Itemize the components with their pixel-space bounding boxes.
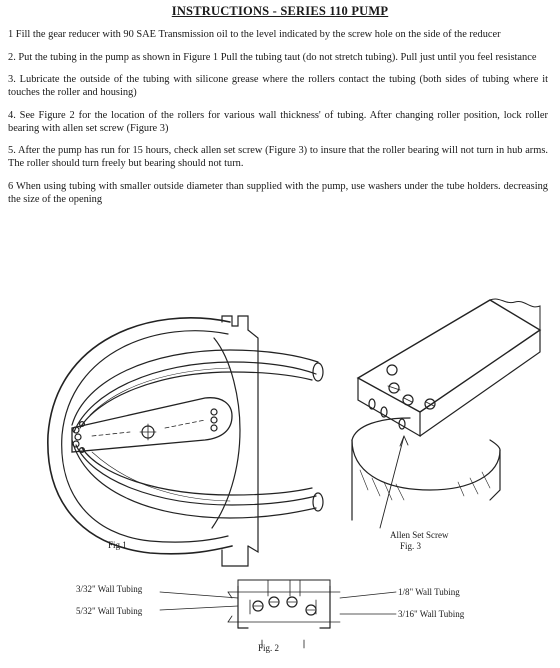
fig2-caption: Fig. 2 — [258, 643, 280, 653]
step-4: 4. See Figure 2 for the location of the rollers for various wall thickness' of tubing. After changing roller position, lock roller bearing with allen set screw (Figure 3) — [8, 109, 548, 134]
step-3: 3. Lubricate the outside of the tubing with silicone grease where the rollers contact the tubing (both sides of tubing where it touches the roller and housing) — [8, 74, 548, 98]
wall-3-16-label: 3/16" Wall Tubing — [398, 609, 465, 619]
fig2-roller-positions — [160, 580, 396, 648]
step-2: 2. Put the tubing in the pump as shown in Figure 1 Pull the tubing taut (do not stretch tubing). Pull just until you feel resistance — [8, 51, 537, 63]
step-1: 1 Fill the gear reducer with 90 SAE Transmission oil to the level indicated by the screw hole on the side of the reducer — [8, 29, 501, 40]
step-6: 6 When using tubing with smaller outside diameter than supplied with the pump, use washers under the tube holders. decreasing the size of the opening — [8, 180, 548, 205]
fig3-hub-drawing — [352, 299, 540, 528]
wall-3-32-label: 3/32" Wall Tubing — [76, 584, 143, 594]
fig1-pump-drawing — [48, 316, 323, 566]
allen-set-screw-label: Allen Set Screw — [390, 530, 449, 540]
wall-1-8-label: 1/8" Wall Tubing — [398, 587, 460, 597]
page-title: INSTRUCTIONS - SERIES 110 PUMP — [171, 4, 389, 18]
wall-5-32-label: 5/32" Wall Tubing — [76, 606, 143, 616]
step-5: 5. After the pump has run for 15 hours, check allen set screw (Figure 3) to insure that the roller bearing will not turn in hub arms. The roller should turn freely but bearing should not turn. — [8, 145, 548, 169]
fig1-caption: Fig 1 — [108, 540, 127, 550]
fig3-caption: Fig. 3 — [400, 541, 422, 551]
